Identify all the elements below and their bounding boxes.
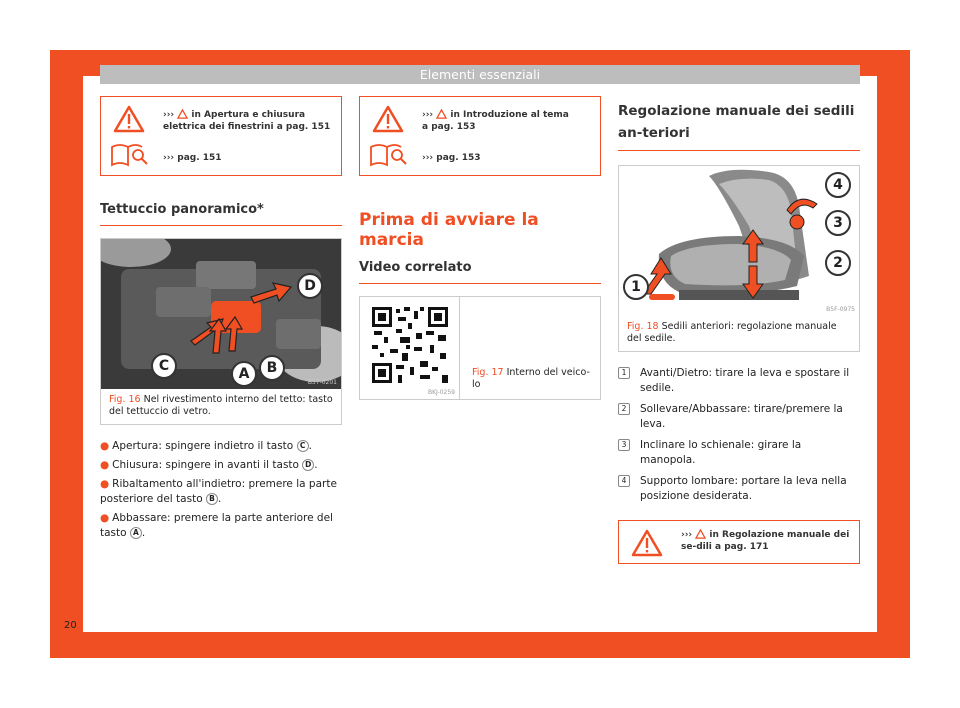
warning-text: ››› in Regolazione manuale dei se-dili a pag. 171	[681, 530, 850, 552]
warning-link[interactable]: in Apertura e chiusura elettrica dei finestrini a pag. 151	[163, 110, 331, 132]
image-code: B57-0201	[307, 379, 337, 386]
numbered-list	[618, 366, 860, 504]
list-item: 3 Inclinare lo schienale: girare la manopola.	[618, 438, 860, 468]
page-number: 20	[64, 620, 77, 631]
list-item: 1 Avanti/Dietro: tirare la leva e spostare il sedile.	[618, 366, 860, 396]
roof-console-illustration	[101, 239, 341, 389]
figure-caption: Fig. 18 Sedili anteriori: regolazione manuale del sedile.	[627, 321, 837, 344]
figure-label: Fig. 17	[472, 367, 504, 378]
callout-a: A	[231, 361, 257, 387]
chapter-title: Prima di avviare la marcia	[359, 210, 539, 250]
bullet-list	[100, 439, 342, 541]
callout-d: D	[297, 273, 323, 299]
list-item: 4 Supporto lombare: portare la leva nella posizione desiderata.	[618, 474, 860, 504]
figure-caption: Fig. 17 Interno del veico-lo	[472, 367, 590, 390]
list-item: 2 Sollevare/Abbassare: tirare/premere la leva.	[618, 402, 860, 432]
figure-16	[100, 238, 342, 425]
warning-link[interactable]: in Introduzione al tema a pag. 153	[422, 110, 569, 132]
figure-label: Fig. 18	[627, 321, 659, 332]
callout-1: 1	[623, 274, 649, 300]
warning-triangle-icon	[631, 529, 663, 557]
warning-box	[618, 520, 860, 564]
section-heading: Tettuccio panoramico*	[100, 202, 342, 226]
page-reference[interactable]: ››› pag. 151	[163, 153, 222, 163]
figure-18	[618, 165, 860, 352]
warning-triangle-icon	[436, 109, 447, 119]
warning-box	[359, 96, 601, 176]
figure-17	[359, 296, 601, 400]
qr-code-area	[360, 297, 460, 399]
warning-triangle-icon	[113, 105, 145, 133]
seat-image	[619, 166, 859, 316]
book-magnifier-icon	[368, 141, 408, 169]
warning-triangle-icon	[695, 529, 706, 539]
figure-caption: Fig. 16 Nel rivestimento interno del tetto: tasto del tettuccio di vetro.	[109, 394, 333, 417]
column-2	[359, 96, 601, 400]
page-reference[interactable]: ››› pag. 153	[422, 153, 481, 163]
bullet-item: ● Ribaltamento all'indietro: premere la parte posteriore del tasto B .	[100, 478, 337, 505]
warning-triangle-icon	[372, 105, 404, 133]
column-1	[100, 96, 342, 545]
bullet-item: ● Apertura: spingere indietro il tasto C .	[100, 440, 312, 452]
image-code: BKJ-0259	[427, 389, 455, 396]
callout-4: 4	[825, 172, 851, 198]
warning-link[interactable]: in Regolazione manuale dei se-dili a pag. 171	[681, 530, 850, 552]
section-heading: Regolazione manuale dei sedili an-teriori	[618, 100, 860, 151]
section-header: Elementi essenziali	[100, 65, 860, 84]
callout-3: 3	[825, 210, 851, 236]
bullet-item: ● Abbassare: premere la parte anteriore del tasto A .	[100, 512, 333, 539]
warning-triangle-icon	[177, 109, 188, 119]
roof-button-image	[101, 239, 341, 389]
book-magnifier-icon	[109, 141, 149, 169]
image-code: B5F-0975	[826, 306, 855, 313]
seat-illustration	[619, 166, 859, 316]
warning-box	[100, 96, 342, 176]
callout-b: B	[259, 355, 285, 381]
callout-2: 2	[825, 250, 851, 276]
warning-text: ››› in Introduzione al tema a pag. 153	[422, 110, 569, 132]
figure-label: Fig. 16	[109, 394, 141, 405]
section-heading: Video correlato	[359, 260, 601, 284]
warning-text: ››› in Apertura e chiusura elettrica dei finestrini a pag. 151	[163, 110, 331, 132]
qr-code-icon[interactable]	[370, 305, 450, 385]
bullet-item: ● Chiusura: spingere in avanti il tasto D .	[100, 459, 318, 471]
column-3	[618, 96, 860, 564]
callout-c: C	[151, 353, 177, 379]
